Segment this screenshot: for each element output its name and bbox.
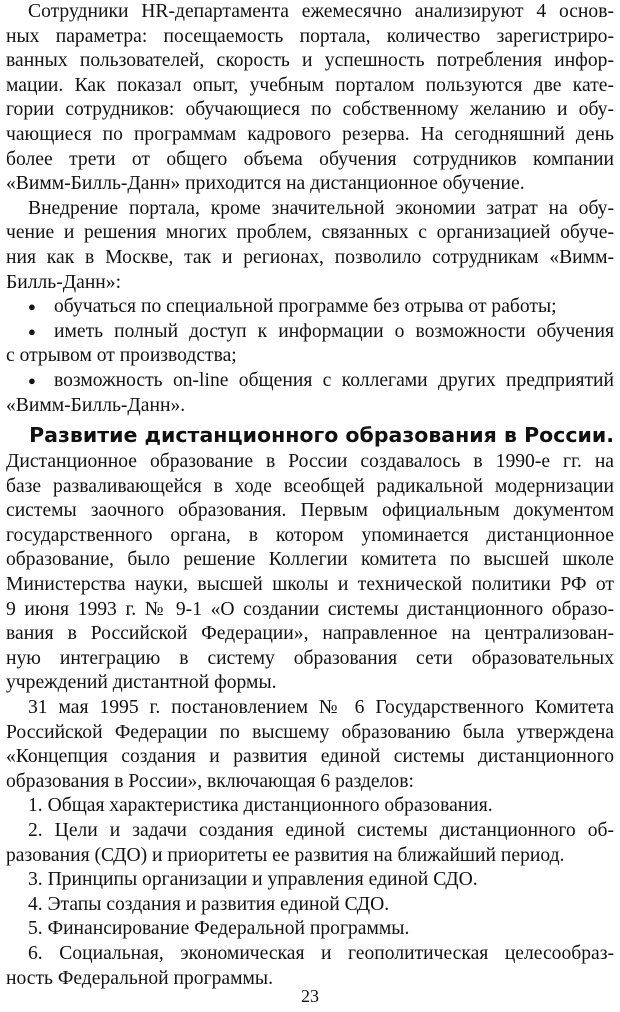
- text-line: «Концепция создания и развития единой системы дистанционного: [6, 746, 614, 768]
- text-line: более трети от общего объема обучения сотрудников компании: [6, 148, 614, 170]
- text-line: Внедрение портала, кроме значительной экономии затрат на обу-: [28, 197, 614, 219]
- paragraph-concept: [6, 696, 614, 794]
- list-item-text: обучаться по специальной программе без отрыва от работы;: [54, 296, 557, 318]
- list-item-text: возможность on-line общения с коллегами других предприятий: [54, 369, 614, 391]
- text-line: Билль-Данн»:: [6, 271, 122, 293]
- list-item: 4. Этапы создания и развития единой СДО.: [28, 893, 390, 915]
- list-item: 2. Цели и задачи создания единой системы дистанционного об-: [28, 820, 614, 841]
- text-line: учреждений дистантной формы.: [6, 672, 277, 694]
- text-line: системы заочного образования. Первым официальным документом: [6, 500, 614, 522]
- list-item: 1. Общая характеристика дистанционного образования.: [28, 795, 493, 817]
- bullet-list: [6, 295, 614, 418]
- text-line: чающиеся по программам кадрового резерва. На сегодняшний день: [6, 123, 614, 145]
- text-line: Дистанционное образование в России создавалось в 1990-е гг. на: [6, 451, 614, 473]
- text-line: мации. Как показал опыт, учебным порталом пользуются две кате-: [6, 74, 614, 96]
- document-page: [6, 0, 614, 991]
- text-line: образование, было решение Коллегии комитета по высшей школе: [6, 549, 614, 571]
- section-heading: Развитие дистанционного образования в России.: [29, 423, 614, 448]
- text-line: 9 июня 1993 г. № 9-1 «О создании системы дистанционного образо-: [6, 598, 614, 620]
- text-line: ную интеграцию в систему образования сети образовательных: [6, 647, 614, 669]
- list-item: [6, 369, 614, 394]
- page-number: 23: [301, 986, 319, 1006]
- numbered-list: [6, 794, 614, 991]
- text-line: Сотрудники HR-департамента ежемесячно анализируют 4 основ-: [28, 1, 614, 22]
- bullet-icon: ●: [28, 323, 36, 339]
- bullet-icon: ●: [28, 372, 36, 388]
- text-line: ных параметра: посещаемость портала, количество зарегистриро-: [6, 25, 614, 47]
- paragraph-hr-analysis: [6, 0, 614, 197]
- bullet-icon: ●: [28, 299, 36, 315]
- list-item: 6. Социальная, экономическая и геополитическая целесообраз-: [28, 942, 614, 964]
- text-line: вания в Российской Федерации», направленное на централизован-: [6, 623, 614, 645]
- list-item-continuation: разования (СДО) и приоритеты ее развития на ближайший период.: [6, 844, 565, 866]
- list-item-continuation: ность Федеральной программы.: [6, 967, 273, 989]
- list-item: [6, 295, 614, 320]
- list-item: 5. Финансирование Федеральной программы.: [28, 918, 410, 940]
- list-item-continuation: «Вимм-Билль-Данн».: [6, 394, 186, 416]
- list-item-continuation: с отрывом от производства;: [6, 345, 237, 367]
- text-line: Министерства науки, высшей школы и технической политики РФ от: [6, 574, 614, 596]
- text-line: образования в России», включающая 6 разделов:: [6, 770, 414, 792]
- list-item-text: иметь полный доступ к информации о возможности обучения: [54, 320, 614, 342]
- text-line: базе разваливающейся в ходе всеобщей радикальной модернизации: [6, 475, 614, 497]
- text-line: Российской Федерации по высшему образованию была утверждена: [6, 721, 614, 743]
- list-item: [6, 320, 614, 345]
- text-line: гории сотрудников: обучающиеся по собственному желанию и обу-: [6, 99, 614, 121]
- text-line: ния как в Москве, так и регионах, позволило сотрудникам «Вимм-: [6, 246, 614, 268]
- paragraph-history: [6, 450, 614, 696]
- text-line: 31 мая 1995 г. постановлением № 6 Государственного Комитета: [28, 697, 614, 719]
- text-line: государственного органа, в котором упоминается дистанционное: [6, 524, 614, 546]
- text-line: ванных пользователей, скорость и успешность потребления инфор-: [6, 50, 614, 72]
- paragraph-portal-benefits: [6, 197, 614, 295]
- list-item: 3. Принципы организации и управления единой СДО.: [28, 869, 478, 891]
- text-line: «Вимм-Билль-Данн» приходится на дистанционное обучение.: [6, 173, 525, 195]
- text-line: чение и решения многих проблем, связанных с организацией обуче-: [6, 222, 614, 244]
